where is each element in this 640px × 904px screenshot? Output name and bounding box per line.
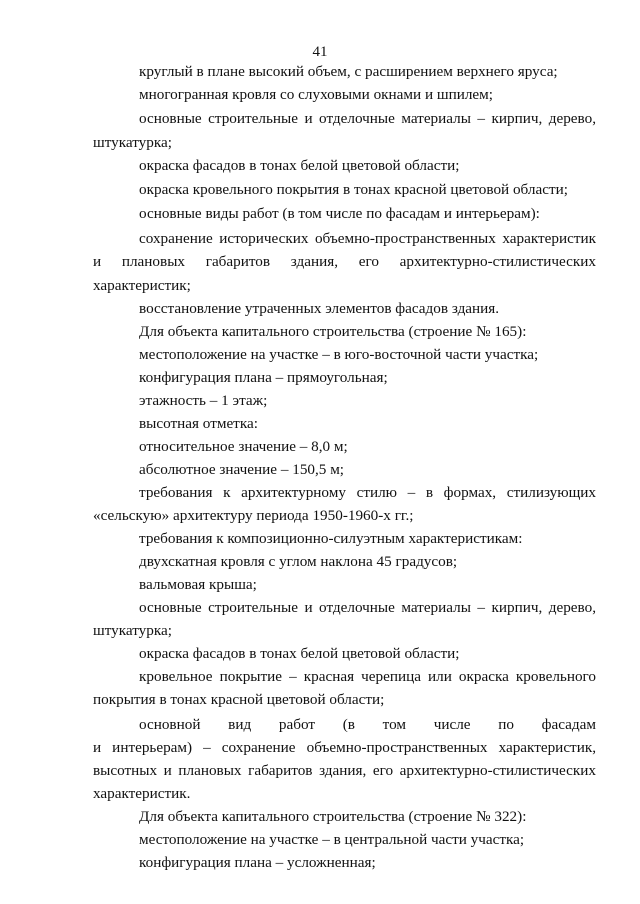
text-line: и интерьерам) – сохранение объемно-пространственных характеристик, <box>93 739 596 756</box>
text-line: Для объекта капитального строительства (строение № 322): <box>139 808 527 825</box>
text-line: высотная отметка: <box>139 415 258 432</box>
text-line: многогранная кровля со слуховыми окнами и шпилем; <box>139 86 493 103</box>
text-line: «сельскую» архитектуру периода 1950-1960-х гг.; <box>93 507 414 524</box>
page-number: 41 <box>312 44 328 60</box>
text-line: двухскатная кровля с углом наклона 45 градусов; <box>139 553 458 570</box>
text-line: покрытия в тонах красной цветовой области; <box>93 691 385 708</box>
text-line: штукатурка; <box>93 622 172 639</box>
text-line: этажность – 1 этаж; <box>139 392 268 409</box>
text-line: кровельное покрытие – красная черепица или окраска кровельного <box>139 668 596 685</box>
text-line: местоположение на участке – в юго-восточной части участка; <box>139 346 539 363</box>
text-line: характеристик; <box>93 277 191 294</box>
text-line: основной вид работ (в том числе по фасадам <box>139 716 596 733</box>
text-line: конфигурация плана – прямоугольная; <box>139 369 388 386</box>
text-line: сохранение исторических объемно-пространственных характеристик <box>139 230 596 247</box>
text-line: требования к композиционно-силуэтным характеристикам: <box>139 530 523 547</box>
text-line: конфигурация плана – усложненная; <box>139 854 376 871</box>
text-line: основные виды работ (в том числе по фасадам и интерьерам): <box>139 205 540 222</box>
text-line: штукатурка; <box>93 134 172 151</box>
text-line: местоположение на участке – в центральной части участка; <box>139 831 525 848</box>
text-line: окраска фасадов в тонах белой цветовой области; <box>139 157 460 174</box>
text-line: характеристик. <box>93 785 191 802</box>
text-line: круглый в плане высокий объем, с расширением верхнего яруса; <box>139 63 558 80</box>
text-line: высотных и плановых габаритов здания, его архитектурно-стилистических <box>93 762 596 779</box>
text-line: относительное значение – 8,0 м; <box>139 438 348 455</box>
text-line: и плановых габаритов здания, его архитектурно-стилистических <box>93 253 596 270</box>
text-line: основные строительные и отделочные материалы – кирпич, дерево, <box>139 599 596 616</box>
text-line: восстановление утраченных элементов фасадов здания. <box>139 300 500 317</box>
text-line: абсолютное значение – 150,5 м; <box>139 461 345 478</box>
text-line: окраска кровельного покрытия в тонах красной цветовой области; <box>139 181 568 198</box>
text-line: Для объекта капитального строительства (строение № 165): <box>139 323 527 340</box>
text-line: вальмовая крыша; <box>139 576 257 593</box>
text-line: основные строительные и отделочные материалы – кирпич, дерево, <box>139 110 596 127</box>
text-line: требования к архитектурному стилю – в формах, стилизующих <box>139 484 596 501</box>
text-line: окраска фасадов в тонах белой цветовой области; <box>139 645 460 662</box>
